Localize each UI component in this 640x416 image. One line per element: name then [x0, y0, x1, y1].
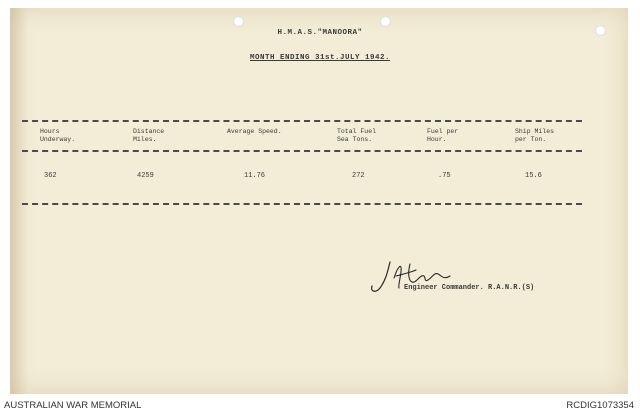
column-header-total-fuel: Total Fuel Sea Tons. [337, 128, 377, 143]
column-header-hours: Hours Underway. [40, 128, 76, 143]
document-title: H.M.A.S."MANOORA" [277, 29, 363, 37]
table-top-rule [22, 120, 582, 122]
punch-hole [233, 16, 244, 27]
table-cell-fuel-per-hour: .75 [438, 172, 451, 180]
signature-title: Engineer Commander. R.A.N.R.(S) [404, 284, 535, 292]
sheet-edge-shadow [10, 8, 28, 394]
table-cell-average-speed: 11.76 [244, 172, 266, 180]
table-cell-distance: 4259 [137, 172, 154, 180]
table-cell-total-fuel: 272 [352, 172, 365, 180]
column-header-ship-miles-per-ton: Ship Miles per Ton. [515, 128, 555, 143]
column-header-average-speed: Average Speed. [227, 128, 282, 135]
document-sheet [10, 8, 628, 394]
table-cell-ship-miles-per-ton: 15.6 [525, 172, 542, 180]
document-subtitle: MONTH ENDING 31st.JULY 1942. [249, 54, 391, 62]
column-header-fuel-per-hour: Fuel per Hour. [427, 128, 459, 143]
punch-hole [380, 16, 391, 27]
footer-reference-id: RCDIG1073354 [566, 400, 634, 411]
table-cell-hours: 362 [44, 172, 57, 180]
table-header-rule [22, 150, 582, 152]
column-header-distance: Distance Miles. [133, 128, 165, 143]
handwritten-signature [368, 258, 458, 298]
table-bottom-rule [22, 203, 582, 205]
footer-credit: AUSTRALIAN WAR MEMORIAL [4, 400, 142, 411]
